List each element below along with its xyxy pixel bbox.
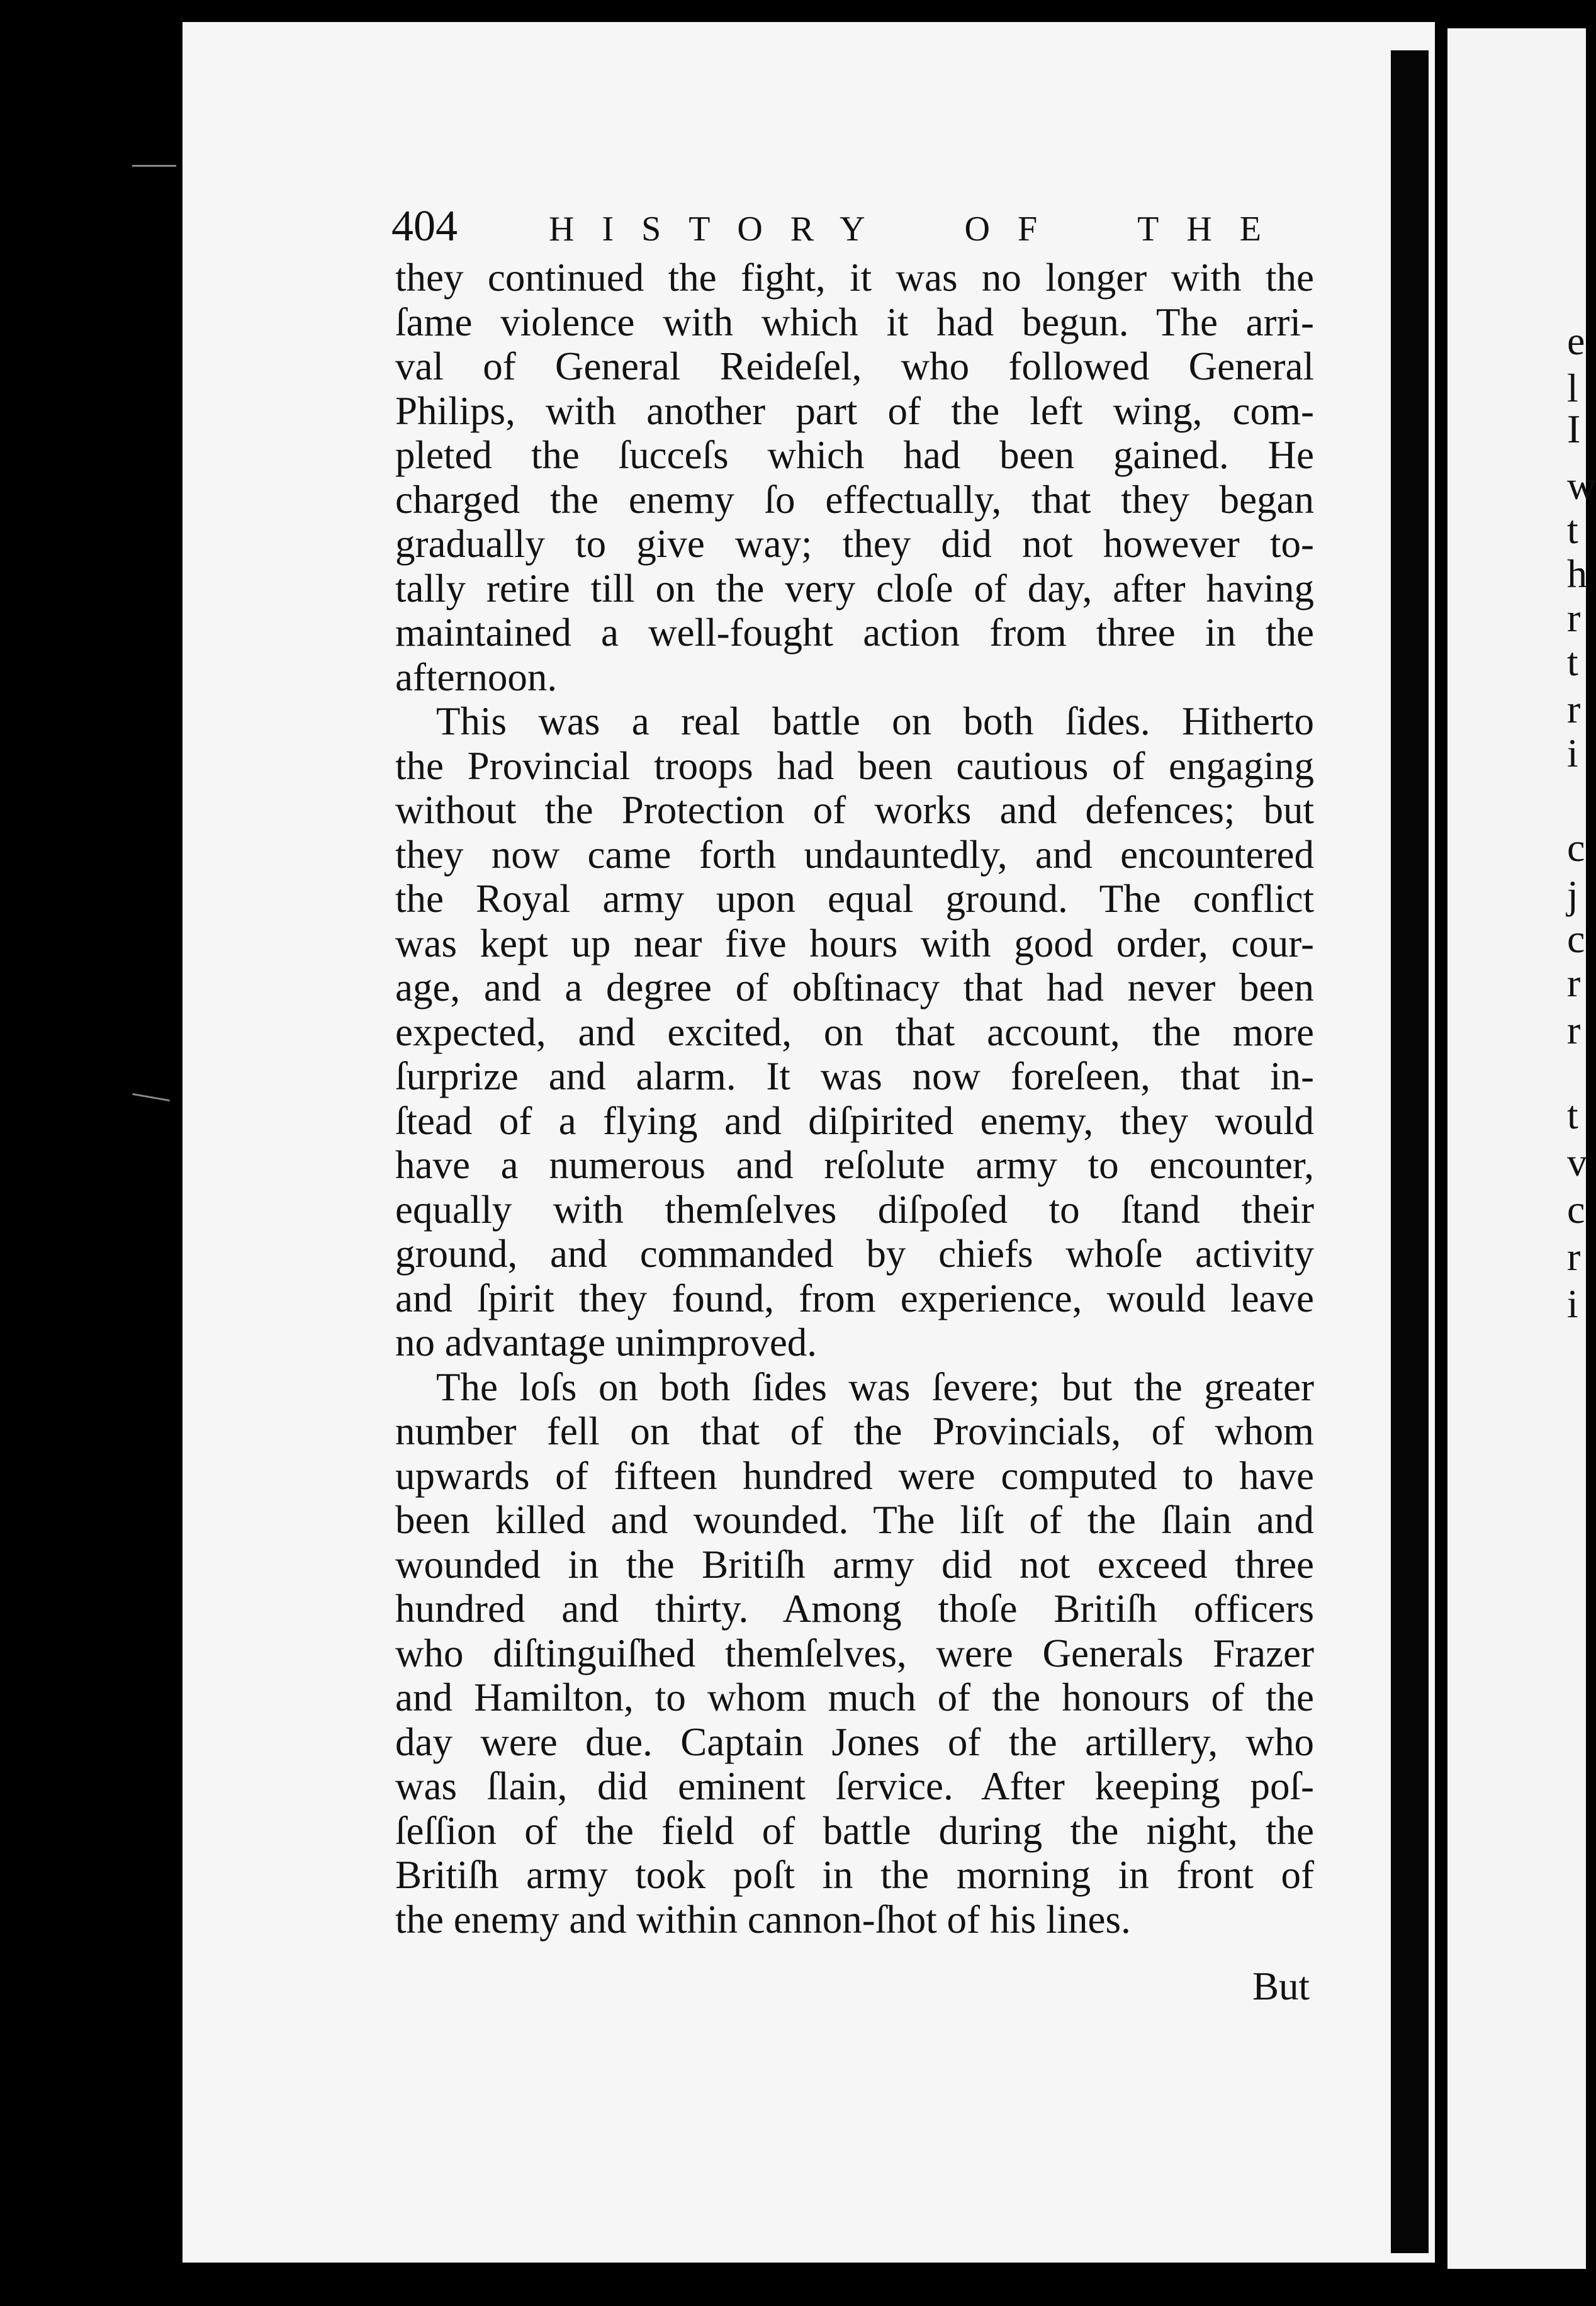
text-line: afternoon. bbox=[395, 655, 558, 699]
facing-page-letter: r bbox=[1567, 960, 1581, 1005]
paragraph bbox=[395, 1365, 1314, 1942]
body-text bbox=[395, 256, 1314, 1942]
facing-page-letter: c bbox=[1567, 916, 1585, 961]
text-line: ground, and commanded by chiefs whoſe activity bbox=[395, 1232, 1314, 1276]
text-line: pleted the ſucceſs which had been gained. He bbox=[395, 433, 1314, 477]
facing-page-letter: h bbox=[1567, 551, 1587, 596]
text-line: expected, and excited, on that account, the more bbox=[395, 1010, 1314, 1054]
text-line: upwards of fifteen hundred were computed to have bbox=[395, 1453, 1314, 1498]
text-line: who diſtinguiſhed themſelves, were Generals Frazer bbox=[395, 1631, 1314, 1675]
text-line: and Hamilton, to whom much of the honours of the bbox=[395, 1675, 1314, 1719]
text-line: the enemy and within cannon-ſhot of his lines. bbox=[395, 1897, 1131, 1942]
text-line: ſtead of a flying and diſpirited enemy, they would bbox=[395, 1098, 1314, 1143]
text-line: been killed and wounded. The liſt of the ſlain and bbox=[395, 1498, 1314, 1542]
facing-page-edge bbox=[1447, 28, 1586, 2269]
text-line: hundred and thirty. Among thoſe Britiſh officers bbox=[395, 1587, 1314, 1631]
text-line: no advantage unimproved. bbox=[395, 1320, 818, 1364]
facing-page-letter: c bbox=[1567, 1187, 1585, 1232]
scan-mark bbox=[132, 165, 176, 167]
facing-page-letter: r bbox=[1567, 687, 1581, 731]
text-line: age, and a degree of obſtinacy that had never been bbox=[395, 965, 1314, 1010]
text-line: the Royal army upon equal ground. The conflict bbox=[395, 877, 1314, 921]
running-title: HISTORY OF THE bbox=[549, 210, 1289, 249]
text-line: ſame violence with which it had begun. The arri- bbox=[395, 300, 1314, 344]
text-line: and ſpirit they found, from experience, would leave bbox=[395, 1276, 1314, 1320]
facing-page-letter: c bbox=[1567, 825, 1585, 870]
text-line: ſeſſion of the field of battle during the night, the bbox=[395, 1808, 1314, 1853]
text-line: gradually to give way; they did not however to- bbox=[395, 522, 1314, 566]
text-line: was kept up near five hours with good order, cour- bbox=[395, 921, 1314, 965]
text-line: the Provincial troops had been cautious of engaging bbox=[395, 743, 1314, 788]
text-line: was ſlain, did eminent ſervice. After keeping poſ- bbox=[395, 1764, 1314, 1808]
text-line: without the Protection of works and defences; but bbox=[395, 788, 1314, 832]
text-line: Britiſh army took poſt in the morning in front of bbox=[395, 1853, 1314, 1897]
paragraph bbox=[395, 256, 1314, 699]
text-line: they continued the fight, it was no longer with the bbox=[395, 256, 1314, 300]
text-line: This was a real battle on both ſides. Hitherto bbox=[436, 699, 1314, 743]
facing-page-letter: r bbox=[1567, 1008, 1581, 1052]
paragraph bbox=[395, 699, 1314, 1365]
text-line: day were due. Captain Jones of the artillery, who bbox=[395, 1719, 1314, 1764]
text-line: number fell on that of the Provincials, of whom bbox=[395, 1409, 1314, 1453]
facing-page-letter: t bbox=[1567, 507, 1578, 552]
facing-page-letter: I bbox=[1567, 407, 1581, 451]
facing-page-letter: i bbox=[1567, 731, 1578, 775]
text-line: equally with themſelves diſpoſed to ſtand their bbox=[395, 1187, 1314, 1232]
facing-page-letter: r bbox=[1567, 1234, 1581, 1279]
facing-page-letter: t bbox=[1567, 639, 1578, 684]
facing-page-letter: r bbox=[1567, 595, 1581, 640]
catchword: But bbox=[1252, 1964, 1310, 2008]
text-line: Philips, with another part of the left wing, com- bbox=[395, 388, 1314, 433]
text-line: val of General Reideſel, who followed General bbox=[395, 344, 1314, 388]
text-line: wounded in the Britiſh army did not exceed three bbox=[395, 1542, 1314, 1587]
text-line: ſurprize and alarm. It was now foreſeen, that in- bbox=[395, 1054, 1314, 1098]
text-line: they now came forth undauntedly, and encountered bbox=[395, 832, 1314, 877]
book-gutter bbox=[1391, 50, 1429, 2253]
facing-page-letter: i bbox=[1567, 1281, 1578, 1326]
text-line: charged the enemy ſo effectually, that they began bbox=[395, 477, 1314, 522]
scan-mark bbox=[132, 1093, 170, 1101]
facing-page-letter: e bbox=[1567, 318, 1585, 363]
facing-page-letter: l bbox=[1567, 366, 1578, 410]
facing-page-letter: w bbox=[1567, 463, 1596, 508]
text-line: tally retire till on the very cloſe of day, after having bbox=[395, 566, 1314, 610]
text-line: The loſs on both ſides was ſevere; but the greater bbox=[436, 1364, 1314, 1409]
facing-page-letter: j bbox=[1567, 872, 1578, 917]
page-number: 404 bbox=[391, 202, 458, 250]
facing-page-letter: t bbox=[1567, 1093, 1578, 1137]
text-line: have a numerous and reſolute army to encounter, bbox=[395, 1143, 1314, 1187]
facing-page-letter: v bbox=[1567, 1140, 1587, 1184]
text-line: maintained a well-fought action from three in the bbox=[395, 610, 1314, 655]
running-head bbox=[391, 201, 1317, 258]
